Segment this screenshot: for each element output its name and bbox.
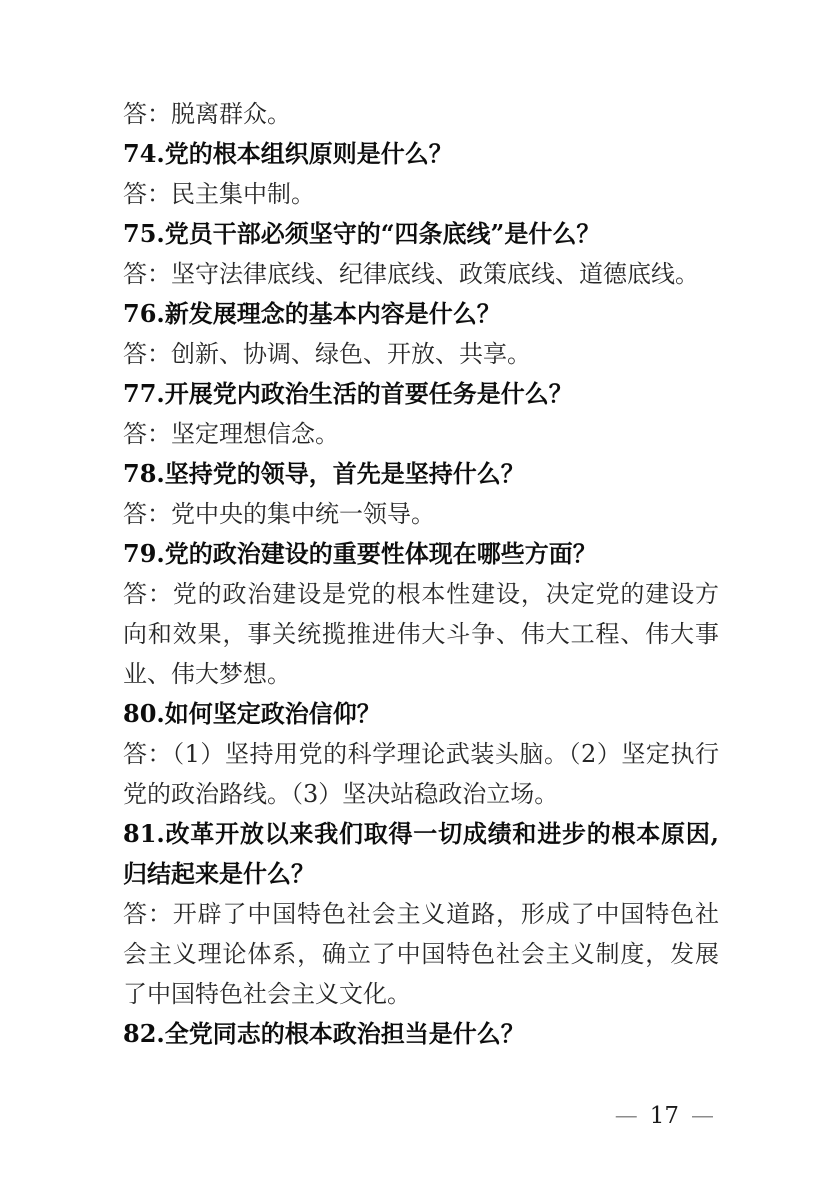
question-paragraph: 76.新发展理念的基本内容是什么？ [123, 299, 501, 328]
question-paragraph: 78.坚持党的领导，首先是坚持什么？ [123, 459, 525, 488]
answer-paragraph: 答：民主集中制。 [123, 180, 315, 208]
question-paragraph: 81.改革开放以来我们取得一切成绩和进步的根本原因,归结起来是什么？ [123, 819, 719, 888]
question-paragraph: 74.党的根本组织原则是什么？ [123, 139, 453, 168]
question-paragraph: 82.全党同志的根本政治担当是什么？ [123, 1019, 525, 1048]
question-paragraph: 75.党员干部必须坚守的“四条底线”是什么？ [123, 219, 601, 248]
qa-list [123, 94, 719, 1054]
page-footer [615, 1096, 714, 1136]
answer-paragraph: 答：开辟了中国特色社会主义道路，形成了中国特色社会主义理论体系，确立了中国特色社会主义制度，发展了中国特色社会主义文化。 [123, 900, 719, 1008]
footer-dash-right: — [691, 1103, 714, 1129]
question-paragraph: 80.如何坚定政治信仰？ [123, 699, 381, 728]
answer-paragraph: 答：党中央的集中统一领导。 [123, 500, 435, 528]
answer-paragraph: 答：创新、协调、绿色、开放、共享。 [123, 340, 531, 368]
answer-paragraph: 答：坚守法律底线、纪律底线、政策底线、道德底线。 [123, 260, 699, 288]
answer-paragraph: 答：坚定理想信念。 [123, 420, 339, 448]
question-paragraph: 79.党的政治建设的重要性体现在哪些方面？ [123, 539, 597, 568]
page-number: 17 [649, 1103, 679, 1129]
answer-paragraph: 答：脱离群众。 [123, 100, 291, 128]
answer-paragraph: 答：（1）坚持用党的科学理论武装头脑。（2）坚定执行党的政治路线。（3）坚决站稳政治立场。 [123, 740, 719, 808]
answer-paragraph: 答：党的政治建设是党的根本性建设，决定党的建设方向和效果，事关统揽推进伟大斗争、伟大工程、伟大事业、伟大梦想。 [123, 580, 719, 688]
question-paragraph: 77.开展党内政治生活的首要任务是什么？ [123, 379, 573, 408]
footer-dash-left: — [614, 1103, 638, 1129]
